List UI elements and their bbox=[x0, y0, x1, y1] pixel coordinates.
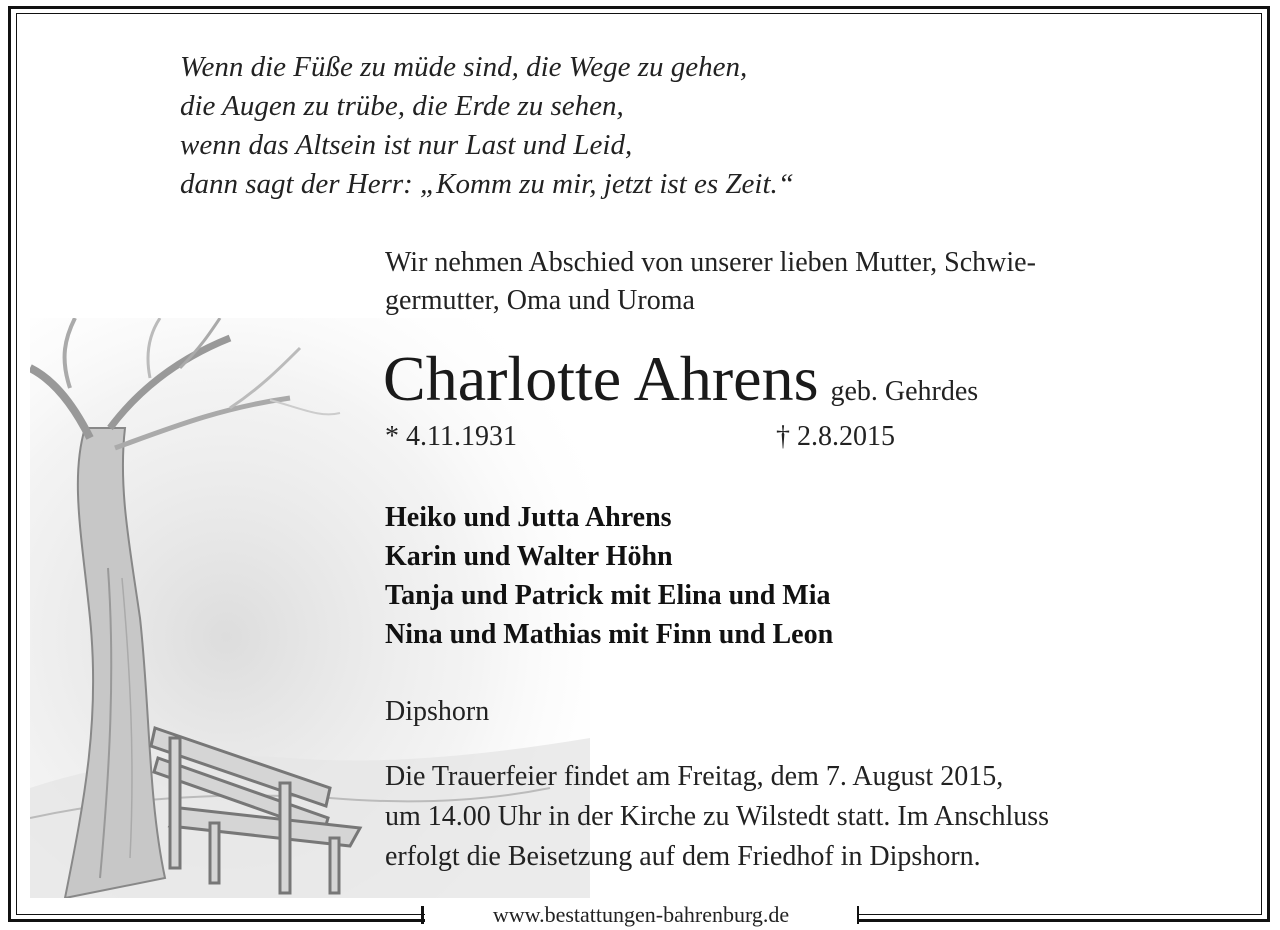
deceased-name-row bbox=[383, 340, 978, 418]
mourner-entry: Heiko und Jutta Ahrens bbox=[385, 502, 672, 533]
birth-date: * 4.11.1931 bbox=[385, 421, 517, 452]
place-name: Dipshorn bbox=[385, 696, 490, 727]
mourners-list bbox=[385, 498, 833, 654]
poem bbox=[180, 48, 794, 204]
intro-line: Wir nehmen Abschied von unserer lieben Mutter, Schwie- bbox=[385, 247, 1036, 278]
poem-line: wenn das Altsein ist nur Last und Leid, bbox=[180, 129, 633, 161]
mourner-entry: Tanja und Patrick mit Elina und Mia bbox=[385, 580, 831, 611]
poem-line: die Augen zu trübe, die Erde zu sehen, bbox=[180, 90, 624, 122]
service-line: erfolgt die Beisetzung auf dem Friedhof in Dipshorn. bbox=[385, 841, 981, 872]
deceased-name: Charlotte Ahrens bbox=[383, 343, 819, 414]
farewell-intro bbox=[385, 244, 1036, 320]
service-details bbox=[385, 757, 1049, 877]
footer-website: www.bestattungen-bahrenburg.de bbox=[425, 900, 857, 930]
poem-line: Wenn die Füße zu müde sind, die Wege zu gehen, bbox=[180, 51, 748, 83]
footer-left-tick bbox=[421, 906, 424, 924]
mourner-entry: Nina und Mathias mit Finn und Leon bbox=[385, 619, 834, 650]
service-line: um 14.00 Uhr in der Kirche zu Wilstedt statt. Im Anschluss bbox=[385, 801, 1050, 832]
intro-line: germutter, Oma und Uroma bbox=[385, 285, 695, 316]
poem-line: dann sagt der Herr: „Komm zu mir, jetzt ist es Zeit.“ bbox=[180, 168, 794, 200]
service-line: Die Trauerfeier findet am Freitag, dem 7. August 2015, bbox=[385, 761, 1004, 792]
mourner-entry: Karin und Walter Höhn bbox=[385, 541, 673, 572]
birth-name: geb. Gehrdes bbox=[830, 376, 979, 407]
death-date: † 2.8.2015 bbox=[776, 421, 895, 452]
